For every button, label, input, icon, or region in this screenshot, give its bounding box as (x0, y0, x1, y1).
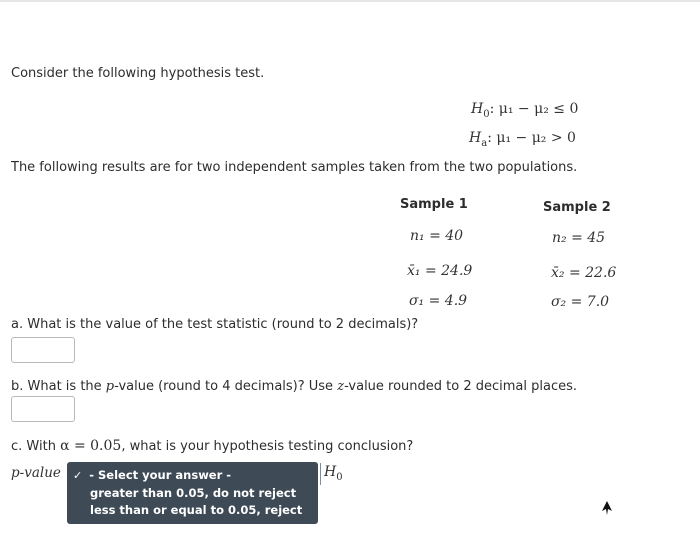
pvalue-label: p-value (11, 465, 61, 481)
ha-subscript: a (481, 137, 488, 149)
sample1-header: Sample 1 (400, 197, 468, 212)
ha-expression: : μ₁ − μ₂ > 0 (487, 130, 576, 146)
intro-text: Consider the following hypothesis test. (11, 66, 265, 81)
xbar1-value: x̄₁ = 24.9 (407, 263, 473, 279)
null-hypothesis (471, 101, 578, 123)
dropdown-option-reject[interactable]: less than or equal to 0.05, reject (90, 503, 303, 517)
check-icon: ✓ (73, 468, 83, 482)
dropdown-option-select[interactable] (73, 467, 231, 483)
h0-trailing-symbol: H (324, 464, 337, 480)
n1-value: n₁ = 40 (410, 228, 464, 244)
question-c-alpha: α = 0.05 (60, 438, 122, 454)
question-b-prefix: b. What is the (11, 379, 106, 394)
select-edge (320, 463, 321, 485)
dropdown-option-do-not-reject[interactable]: greater than 0.05, do not reject (90, 486, 297, 500)
question-b-p: p (105, 379, 115, 394)
question-b (11, 379, 577, 395)
h0-expression: : μ₁ − μ₂ ≤ 0 (489, 101, 579, 117)
question-a: a. What is the value of the test statistic (round to 2 decimals)? (11, 317, 419, 332)
question-b-z: z (337, 379, 345, 394)
p-value-input[interactable] (11, 396, 75, 422)
h0-symbol: H (471, 101, 484, 117)
sample2-header: Sample 2 (543, 200, 611, 215)
question-b-mid: -value (round to 4 decimals)? Use (114, 379, 338, 394)
top-border (0, 0, 700, 2)
question-c (11, 438, 413, 455)
mouse-cursor-icon (601, 500, 613, 520)
ha-symbol: H (469, 130, 482, 146)
results-text: The following results are for two independent samples taken from the two populations. (11, 160, 578, 175)
h0-subscript: 0 (483, 108, 490, 120)
sigma2-value: σ₂ = 7.0 (551, 294, 610, 310)
test-statistic-input[interactable] (11, 337, 75, 363)
sigma1-value: σ₁ = 4.9 (409, 293, 468, 309)
conclusion-dropdown[interactable] (67, 462, 318, 524)
alternative-hypothesis (469, 130, 576, 152)
h0-trailing (324, 464, 343, 486)
xbar2-value: x̄₂ = 22.6 (551, 265, 617, 281)
n2-value: n₂ = 45 (552, 230, 606, 246)
question-b-suffix: -value rounded to 2 decimal places. (344, 379, 578, 394)
question-c-prefix: c. With (11, 439, 61, 454)
h0-trailing-subscript: 0 (336, 471, 343, 483)
dropdown-option-label: - Select your answer - (89, 468, 232, 482)
question-c-suffix: , what is your hypothesis testing conclusion? (121, 439, 414, 454)
